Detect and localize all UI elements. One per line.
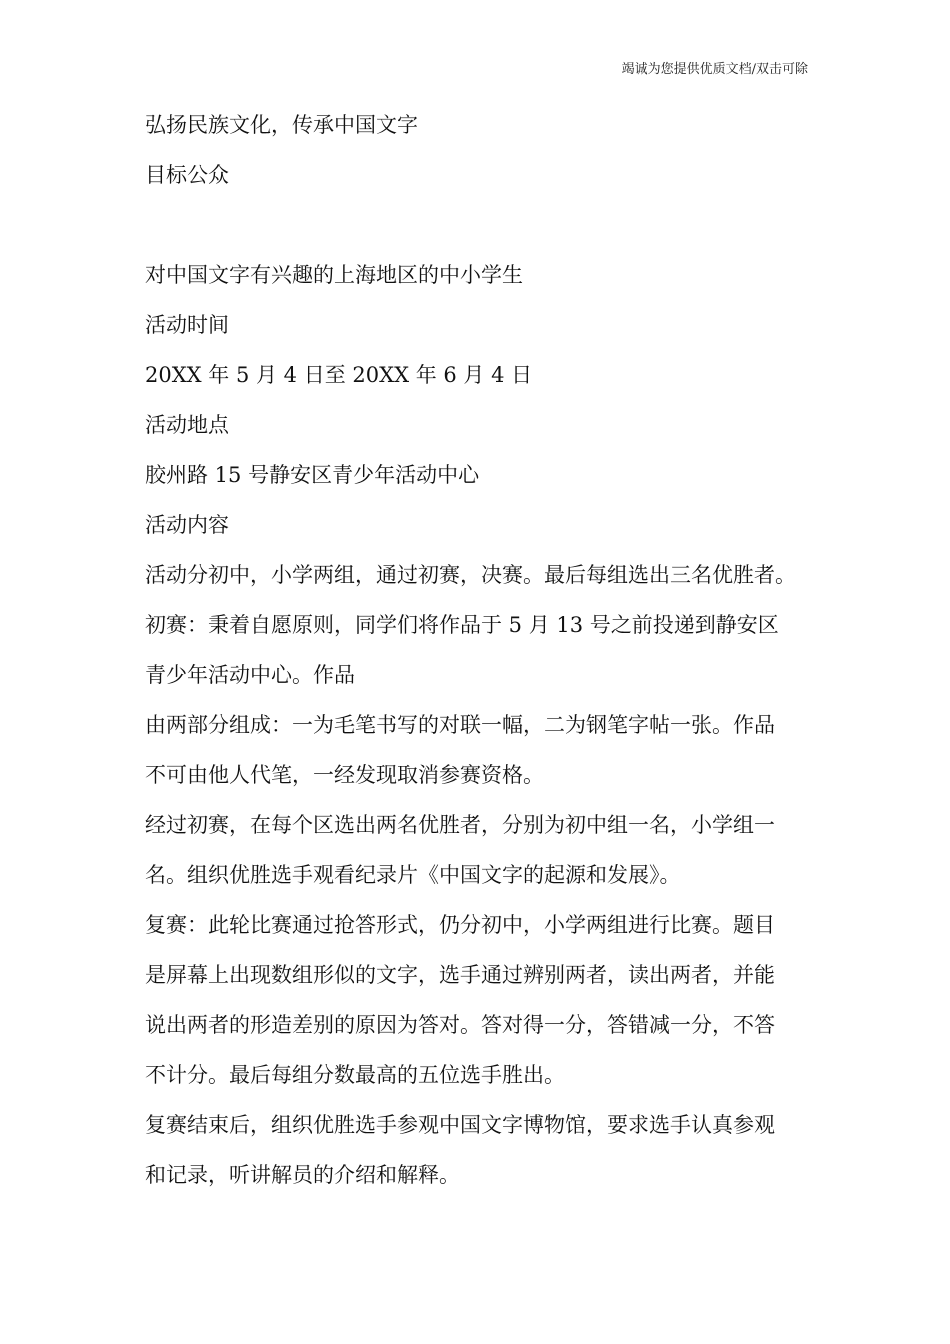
- paragraph-line: 初赛：秉着自愿原则，同学们将作品于 5 月 13 号之前投递到静安区: [145, 613, 779, 637]
- paragraph-line: 不计分。最后每组分数最高的五位选手胜出。: [145, 1063, 565, 1087]
- section-heading-audience: 目标公众: [145, 163, 229, 187]
- paragraph-line: 胶州路 15 号静安区青少年活动中心: [145, 463, 480, 487]
- document-body: [145, 100, 825, 1200]
- section-heading-time: 活动时间: [145, 313, 229, 337]
- section-heading-location: 活动地点: [145, 413, 229, 437]
- header-note: 竭诚为您提供优质文档/双击可除: [621, 62, 808, 77]
- paragraph-line: 对中国文字有兴趣的上海地区的中小学生: [145, 263, 523, 287]
- paragraph-line: 由两部分组成：一为毛笔书写的对联一幅，二为钢笔字帖一张。作品: [145, 713, 775, 737]
- paragraph-line: 复赛：此轮比赛通过抢答形式，仍分初中，小学两组进行比赛。题目: [145, 913, 775, 937]
- paragraph-line: 名。组织优胜选手观看纪录片《中国文字的起源和发展》。: [145, 863, 681, 887]
- doc-title: 弘扬民族文化，传承中国文字: [145, 113, 418, 137]
- paragraph-line: 复赛结束后，组织优胜选手参观中国文字博物馆，要求选手认真参观: [145, 1113, 775, 1137]
- paragraph-line: 不可由他人代笔，一经发现取消参赛资格。: [145, 763, 544, 787]
- paragraph-line: 活动分初中，小学两组，通过初赛，决赛。最后每组选出三名优胜者。: [145, 563, 796, 587]
- paragraph-line: 和记录，听讲解员的介绍和解释。: [145, 1163, 460, 1187]
- paragraph-line: 说出两者的形造差别的原因为答对。答对得一分，答错减一分，不答: [145, 1013, 775, 1037]
- paragraph-line: 20XX 年 5 月 4 日至 20XX 年 6 月 4 日: [145, 363, 533, 387]
- paragraph-line: 青少年活动中心。作品: [145, 663, 355, 687]
- paragraph-line: 是屏幕上出现数组形似的文字，选手通过辨别两者，读出两者，并能: [145, 963, 775, 987]
- paragraph-line: 经过初赛，在每个区选出两名优胜者，分别为初中组一名，小学组一: [145, 813, 775, 837]
- blank-line: [145, 200, 825, 250]
- section-heading-content: 活动内容: [145, 513, 229, 537]
